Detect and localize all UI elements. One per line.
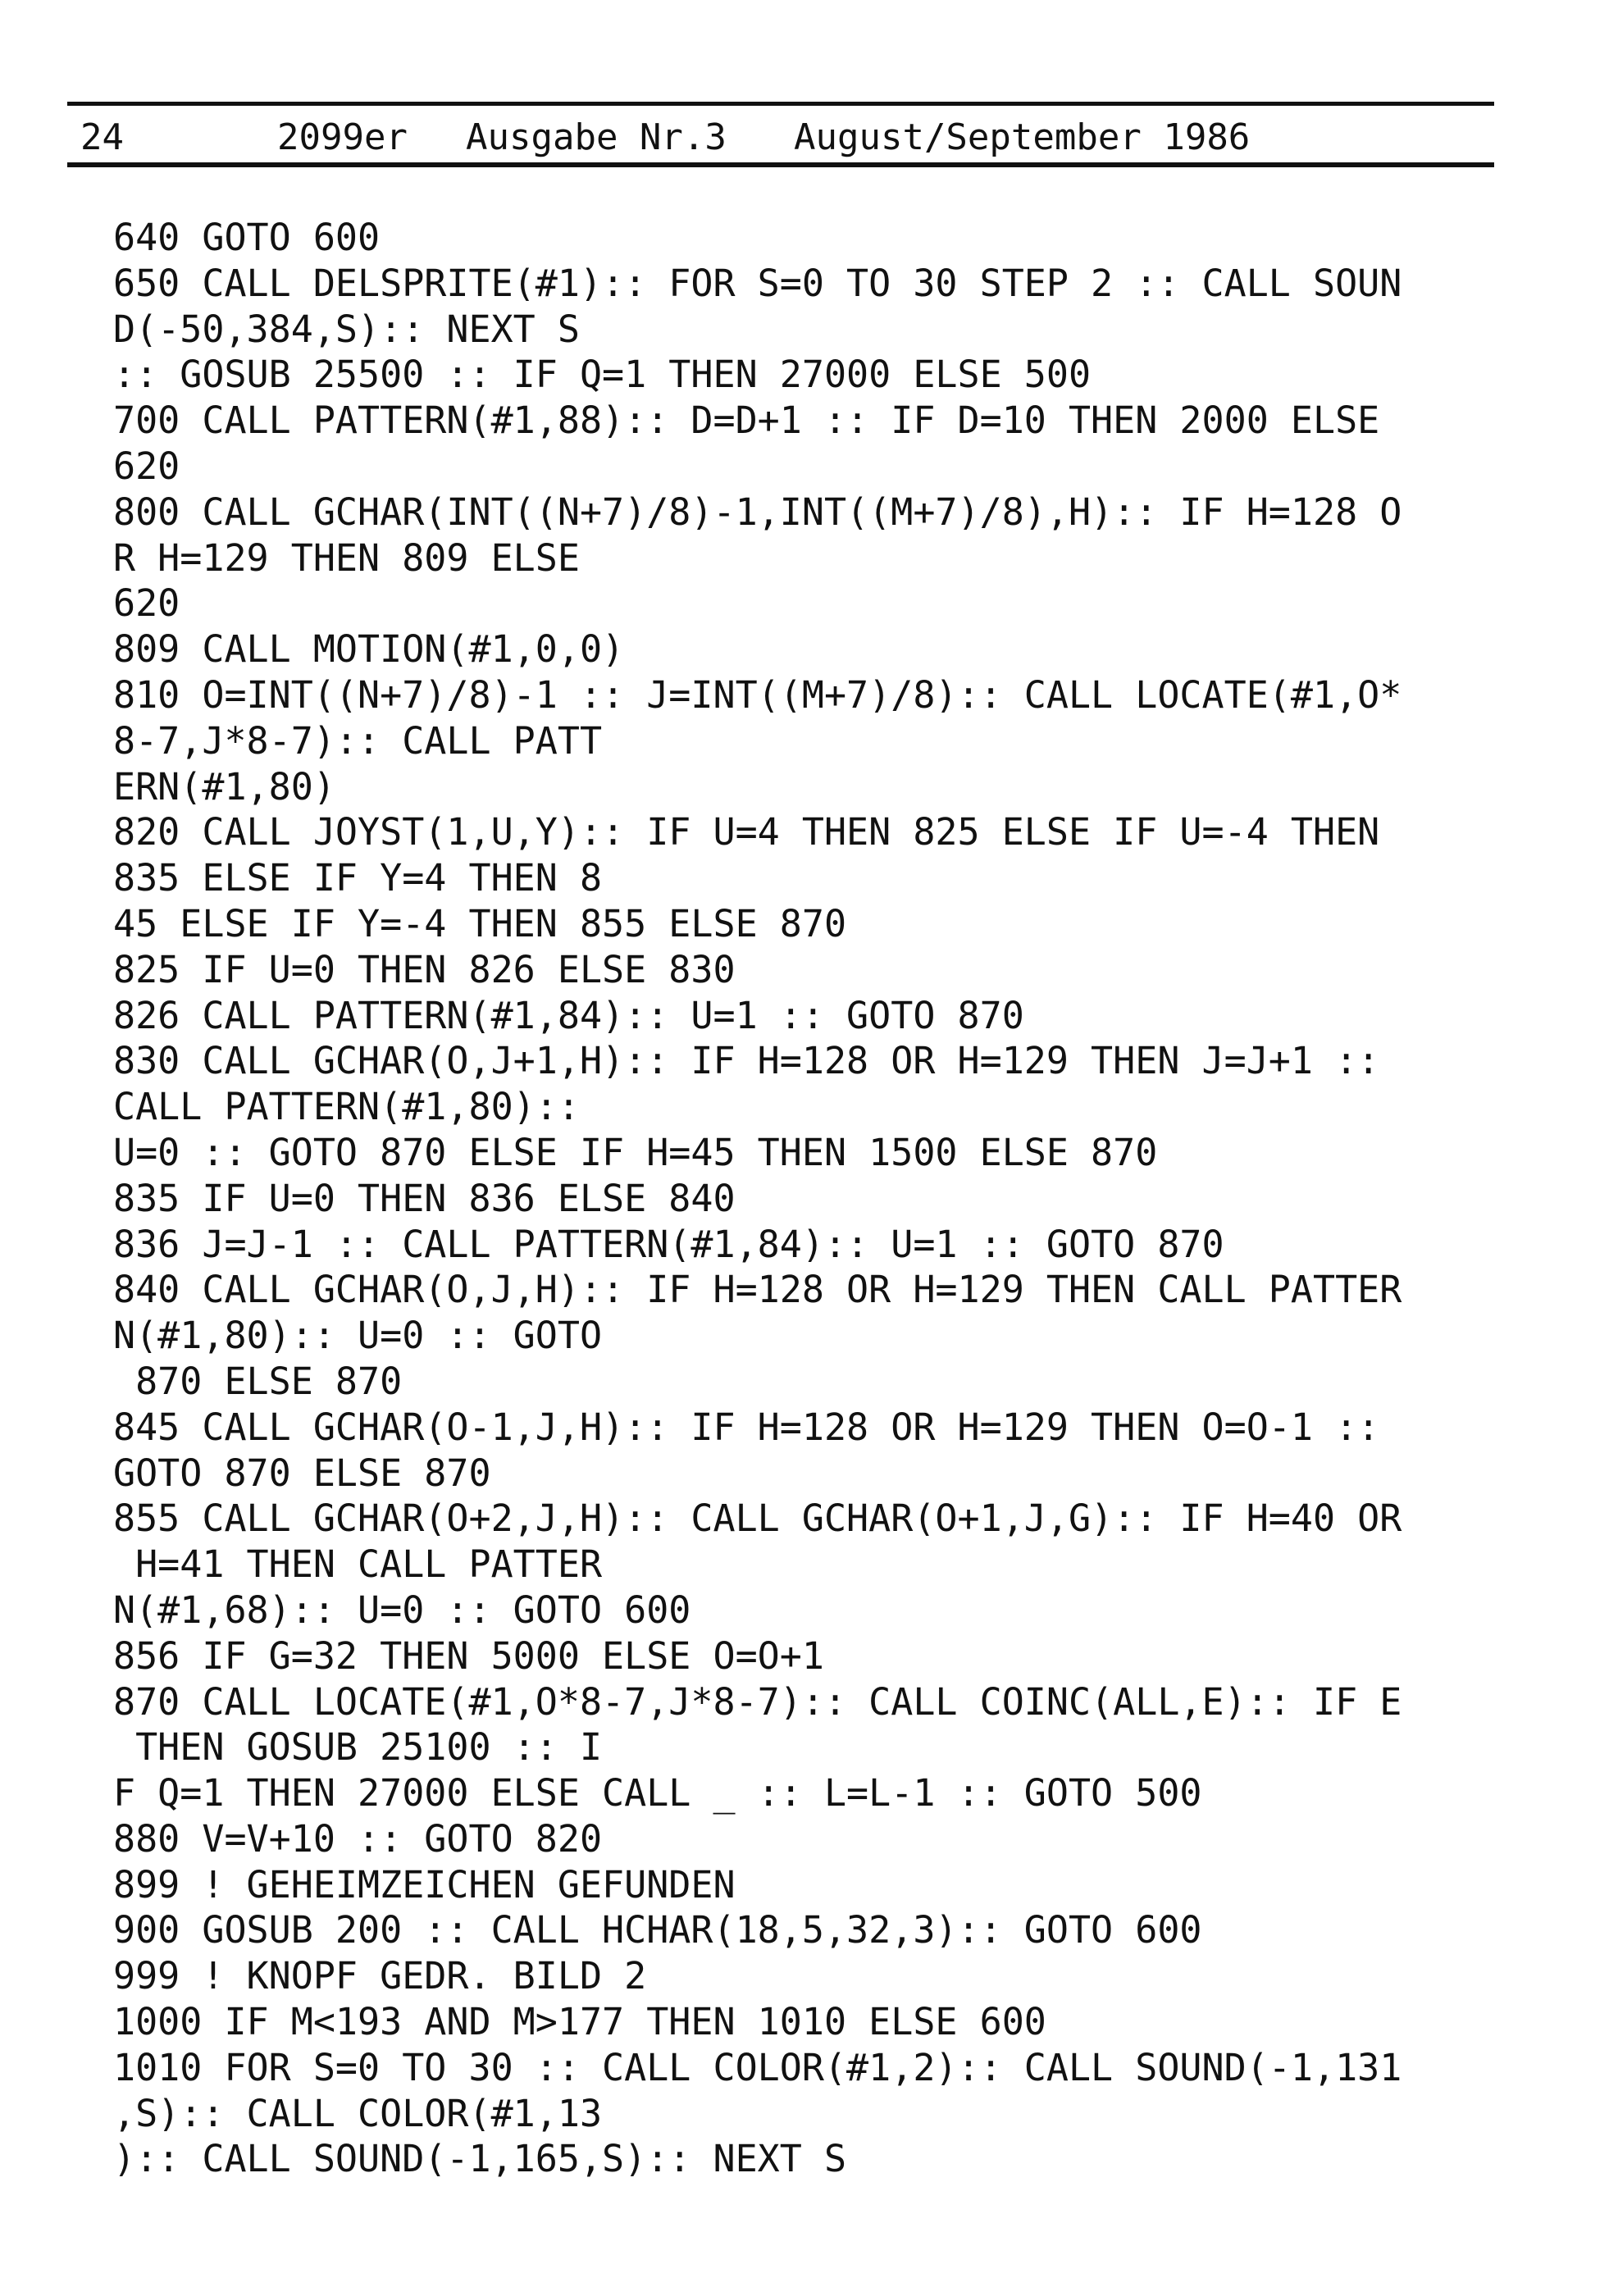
code-line: 650 CALL DELSPRITE(#1):: FOR S=0 TO 30 STEP 2 :: CALL SOUN <box>113 261 1402 305</box>
code-line: N(#1,80):: U=0 :: GOTO <box>113 1314 603 1358</box>
publication-name: 2099er <box>277 116 408 158</box>
code-line: 870 CALL LOCATE(#1,O*8-7,J*8-7):: CALL COINC(ALL,E):: IF E <box>113 1679 1402 1724</box>
code-line: 840 CALL GCHAR(O,J,H):: IF H=128 OR H=129 THEN CALL PATTER <box>113 1268 1402 1312</box>
code-line: 700 CALL PATTERN(#1,88):: D=D+1 :: IF D=10 THEN 2000 ELSE <box>113 399 1380 443</box>
code-line: 999 ! KNOPF GEDR. BILD 2 <box>113 1954 647 1998</box>
code-line: 800 CALL GCHAR(INT((N+7)/8)-1,INT((M+7)/8),H):: IF H=128 O <box>113 490 1402 534</box>
code-line: 810 O=INT((N+7)/8)-1 :: J=INT((M+7)/8):: CALL LOCATE(#1,O* <box>113 672 1402 717</box>
code-line: 835 ELSE IF Y=4 THEN 8 <box>113 856 603 900</box>
page-header <box>80 113 1474 162</box>
code-line: THEN GOSUB 25100 :: I <box>113 1725 603 1770</box>
code-line: 845 CALL GCHAR(O-1,J,H):: IF H=128 OR H=129 THEN O=O-1 :: <box>113 1405 1380 1449</box>
code-line: 8-7,J*8-7):: CALL PATT <box>113 718 603 763</box>
code-line: 45 ELSE IF Y=-4 THEN 855 ELSE 870 <box>113 901 847 945</box>
code-line: 826 CALL PATTERN(#1,84):: U=1 :: GOTO 870 <box>113 993 1024 1037</box>
code-line: 855 CALL GCHAR(O+2,J,H):: CALL GCHAR(O+1,J,G):: IF H=40 OR <box>113 1496 1402 1541</box>
code-line: 880 V=V+10 :: GOTO 820 <box>113 1816 603 1861</box>
code-line: 1000 IF M<193 AND M>177 THEN 1010 ELSE 600 <box>113 2000 1046 2044</box>
code-line: 1010 FOR S=0 TO 30 :: CALL COLOR(#1,2):: CALL SOUND(-1,131 <box>113 2045 1402 2089</box>
code-line: 820 CALL JOYST(1,U,Y):: IF U=4 THEN 825 ELSE IF U=-4 THEN <box>113 810 1380 854</box>
code-line: 809 CALL MOTION(#1,0,0) <box>113 627 625 672</box>
code-line: 620 <box>113 444 180 488</box>
issue-date: August/September 1986 <box>794 116 1251 158</box>
code-line: 825 IF U=0 THEN 826 ELSE 830 <box>113 947 736 991</box>
code-line: F Q=1 THEN 27000 ELSE CALL _ :: L=L-1 :: GOTO 500 <box>113 1771 1202 1815</box>
code-line: H=41 THEN CALL PATTER <box>113 1542 603 1587</box>
basic-code-listing <box>113 215 1507 2182</box>
code-line: N(#1,68):: U=0 :: GOTO 600 <box>113 1588 691 1632</box>
code-line: 620 <box>113 581 180 626</box>
header-top-rule <box>67 102 1494 106</box>
code-line: 856 IF G=32 THEN 5000 ELSE O=O+1 <box>113 1633 824 1678</box>
header-bottom-rule <box>67 162 1494 167</box>
code-line: U=0 :: GOTO 870 ELSE IF H=45 THEN 1500 ELSE 870 <box>113 1130 1158 1174</box>
page-number: 24 <box>80 116 124 158</box>
code-line: ,S):: CALL COLOR(#1,13 <box>113 2091 603 2135</box>
code-line: R H=129 THEN 809 ELSE <box>113 535 580 580</box>
code-line: 640 GOTO 600 <box>113 216 381 259</box>
code-line: 899 ! GEHEIMZEICHEN GEFUNDEN <box>113 1862 736 1906</box>
code-line: 870 ELSE 870 <box>113 1359 403 1403</box>
code-line: CALL PATTERN(#1,80):: <box>113 1085 580 1129</box>
issue-number: Ausgabe Nr.3 <box>466 116 727 158</box>
code-line: 900 GOSUB 200 :: CALL HCHAR(18,5,32,3):: GOTO 600 <box>113 1908 1202 1952</box>
code-line: D(-50,384,S):: NEXT S <box>113 307 580 351</box>
code-line: ERN(#1,80) <box>113 764 335 809</box>
code-line: GOTO 870 ELSE 870 <box>113 1451 491 1495</box>
code-line: 830 CALL GCHAR(O,J+1,H):: IF H=128 OR H=129 THEN J=J+1 :: <box>113 1039 1380 1083</box>
code-line: 835 IF U=0 THEN 836 ELSE 840 <box>113 1176 736 1220</box>
code-line: ):: CALL SOUND(-1,165,S):: NEXT S <box>113 2137 847 2181</box>
code-line: 836 J=J-1 :: CALL PATTERN(#1,84):: U=1 :: GOTO 870 <box>113 1222 1224 1266</box>
code-line: :: GOSUB 25500 :: IF Q=1 THEN 27000 ELSE 500 <box>113 353 1092 397</box>
